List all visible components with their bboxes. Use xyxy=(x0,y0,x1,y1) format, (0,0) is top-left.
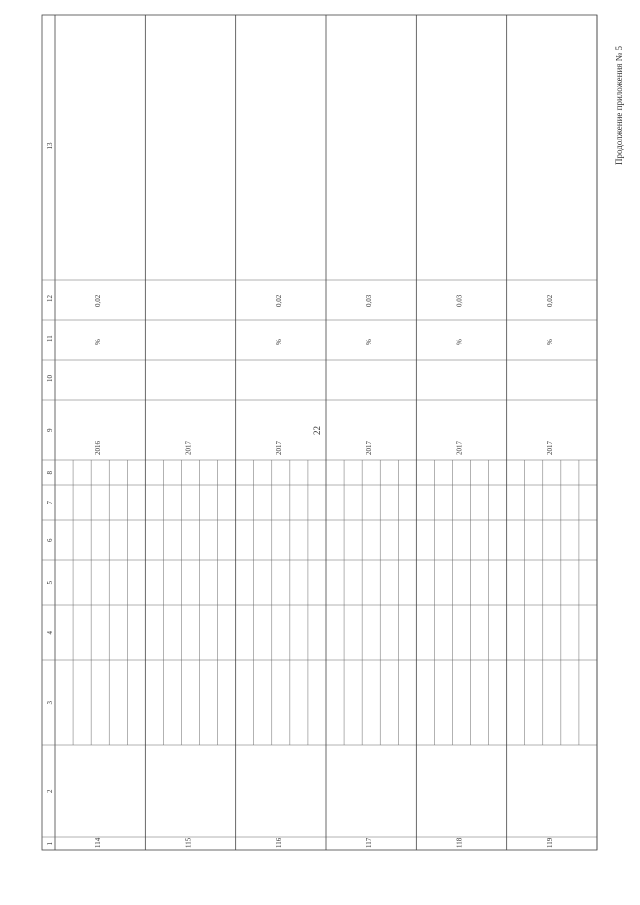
row-number: 116 xyxy=(274,837,283,848)
indicator-value: 0,03 xyxy=(365,294,374,307)
column-number: 4 xyxy=(46,631,54,635)
indicator-value: 0,02 xyxy=(94,294,103,307)
unit-of-measure: % xyxy=(94,339,103,345)
unit-of-measure: % xyxy=(545,339,554,345)
column-number: 9 xyxy=(46,428,54,432)
table-row xyxy=(344,15,416,850)
column-number: 5 xyxy=(46,581,54,585)
column-number: 2 xyxy=(46,789,54,793)
unit-of-measure: % xyxy=(455,339,464,345)
row-number: 117 xyxy=(365,837,374,848)
row-number: 114 xyxy=(94,837,103,848)
column-number: 12 xyxy=(46,295,54,302)
header-annotation: Продолжение приложения № 5 xyxy=(614,45,624,165)
column-number-row xyxy=(46,142,54,846)
column-number: 13 xyxy=(46,142,54,150)
indicator-value: 0,02 xyxy=(274,294,283,307)
column-dividers xyxy=(42,280,597,837)
indicator-value: 0,02 xyxy=(545,294,554,307)
row-number: 115 xyxy=(184,837,193,848)
table-row xyxy=(73,15,145,850)
row-number: 119 xyxy=(545,837,554,848)
column-number: 7 xyxy=(46,501,54,505)
implementation-year: 2017 xyxy=(274,441,283,455)
page-number: 22 xyxy=(312,426,322,435)
rotated-page xyxy=(42,15,624,850)
implementation-year: 2016 xyxy=(94,441,103,455)
table-rows xyxy=(73,15,597,850)
implementation-year: 2017 xyxy=(365,441,374,455)
implementation-year: 2017 xyxy=(455,441,464,455)
column-number: 6 xyxy=(46,538,54,542)
column-number: 8 xyxy=(46,471,54,475)
implementation-year: 2017 xyxy=(545,441,554,455)
implementation-year: 2017 xyxy=(184,441,193,455)
indicator-value: 0,03 xyxy=(455,294,464,307)
table-row xyxy=(163,15,235,850)
unit-of-measure: % xyxy=(274,339,283,345)
unit-of-measure: % xyxy=(365,339,374,345)
column-number: 3 xyxy=(46,701,54,705)
column-number: 1 xyxy=(46,842,54,846)
column-number: 11 xyxy=(46,335,54,342)
table-row xyxy=(434,15,506,850)
row-number: 118 xyxy=(455,837,464,848)
column-number: 10 xyxy=(46,375,54,382)
table-row xyxy=(525,15,597,850)
